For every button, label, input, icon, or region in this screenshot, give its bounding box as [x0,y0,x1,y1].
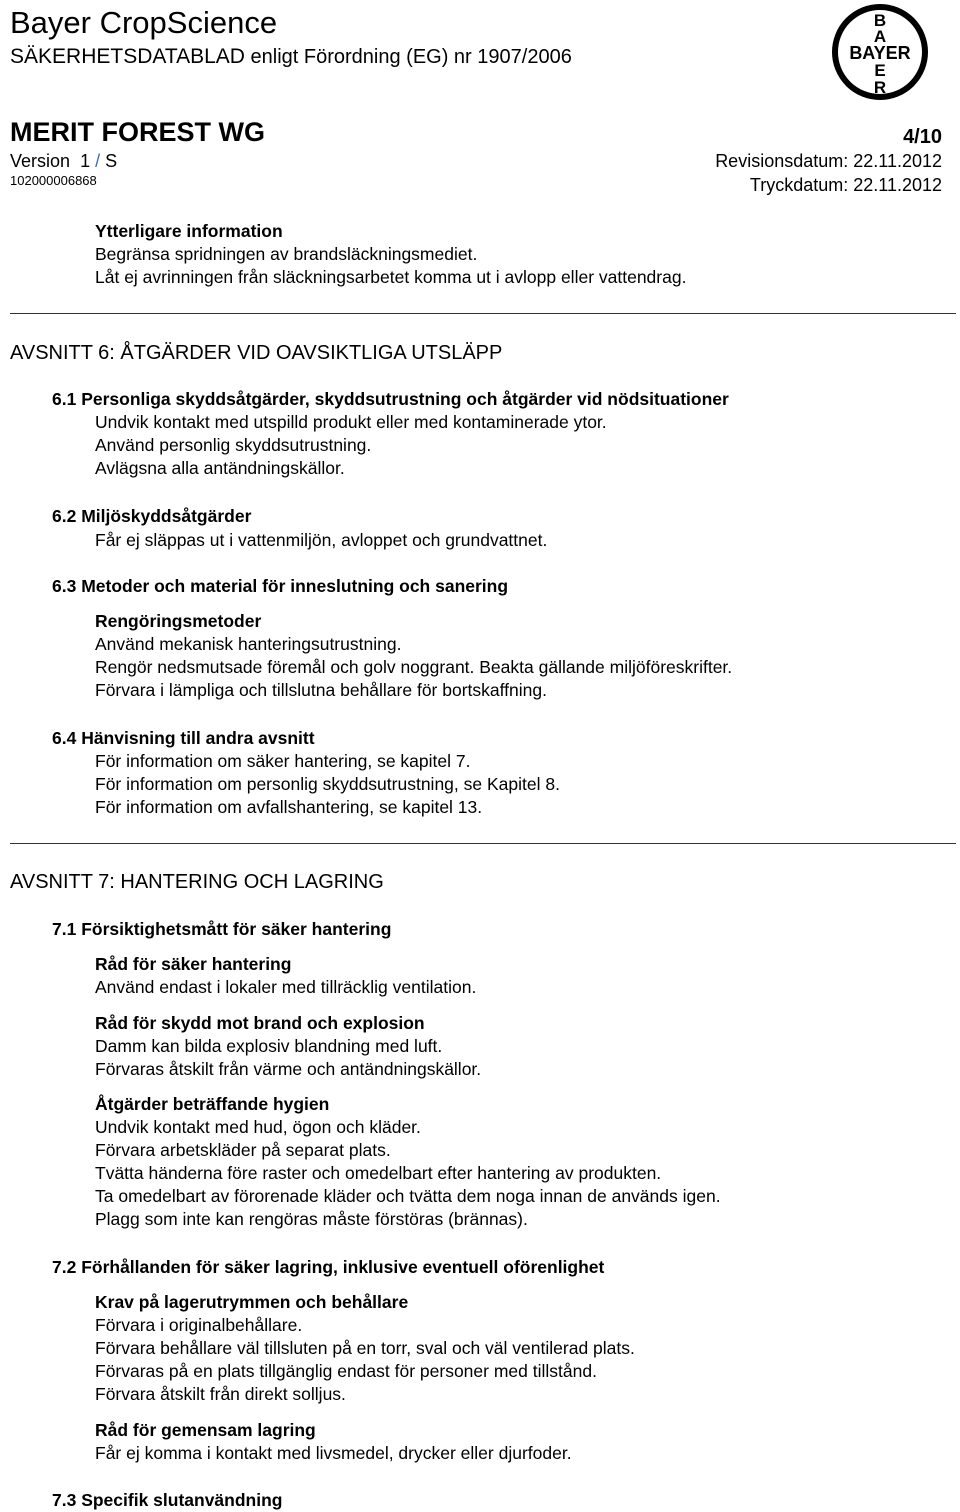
section-6-1-line: Undvik kontakt med utspilld produkt eller med kontaminerade ytor. [95,412,607,432]
section-6-3-body [95,610,732,702]
logo-letter-r: R [873,78,887,97]
document-type [10,44,572,70]
section-7-2-heading: 7.2 Förhållanden för säker lagring, inklusive eventuell oförenlighet [52,1257,605,1277]
section-6-2-line: Får ej släppas ut i vattenmiljön, avloppet och grundvattnet. [95,530,548,550]
cleaning-methods-heading: Rengöringsmetoder [95,611,262,631]
safe-handling-group [95,953,476,999]
version-language: S [105,151,118,171]
storage-requirements-line: Förvara i originalbehållare. [95,1315,303,1335]
version-value: 1 [80,151,91,171]
version-info [10,150,117,172]
joint-storage-heading: Råd för gemensam lagring [95,1420,316,1440]
hygiene-group [95,1093,721,1231]
print-date: Tryckdatum: 22.11.2012 [749,175,942,195]
bayer-cross-logo-icon [830,2,930,102]
hygiene-line: Plagg som inte kan rengöras måste förstöras (brännas). [95,1209,528,1229]
regulation-text: enligt Förordning (EG) nr 1907/2006 [250,46,572,68]
section-6-2-heading: 6.2 Miljöskyddsåtgärder [52,506,252,526]
joint-storage-group [95,1419,572,1465]
logo-letter-a: A [873,27,887,46]
section-divider [10,843,956,844]
section-divider [10,313,956,314]
logo-letter-b: B [873,11,887,30]
version-slash: / [95,151,101,171]
section-7-title: AVSNITT 7: HANTERING OCH LAGRING [10,871,384,893]
section-6-4-body [95,750,560,819]
section-6-3-line: Förvara i lämpliga och tillslutna behållare för bortskaffning. [95,680,547,700]
fire-protection-heading: Råd för skydd mot brand och explosion [95,1013,425,1033]
hygiene-line: Undvik kontakt med hud, ögon och kläder. [95,1117,421,1137]
page-number: 4/10 [903,126,942,148]
joint-storage-line: Får ej komma i kontakt med livsmedel, drycker eller djurfoder. [95,1443,572,1463]
section-6-3-heading: 6.3 Metoder och material för inneslutning och sanering [52,576,509,596]
safe-handling-line: Använd endast i lokaler med tillräcklig ventilation. [95,977,477,997]
section-6-4-line: För information om avfallshantering, se kapitel 13. [95,797,483,817]
fire-protection-line: Damm kan bilda explosiv blandning med luft. [95,1036,443,1056]
fire-protection-line: Förvaras åtskilt från värme och antändningskällor. [95,1059,482,1079]
storage-requirements-heading: Krav på lagerutrymmen och behållare [95,1292,409,1312]
safe-handling-heading: Råd för säker hantering [95,954,292,974]
hygiene-line: Förvara arbetskläder på separat plats. [95,1140,391,1160]
hygiene-line: Tvätta händerna före raster och omedelbart efter hantering av produkten. [95,1163,662,1183]
document-number: 102000006868 [10,173,97,188]
storage-requirements-line: Förvara behållare väl tillsluten på en torr, sval och väl ventilerad plats. [95,1338,635,1358]
product-name: MERIT FOREST WG [10,117,265,147]
section-6-4-line: För information om säker hantering, se kapitel 7. [95,751,471,771]
company-name: Bayer CropScience [10,5,278,40]
section-6-1-heading: 6.1 Personliga skyddsåtgärder, skyddsutrustning och åtgärder vid nödsituationer [52,389,729,409]
additional-info-line: Begränsa spridningen av brandsläckningsmediet. [95,244,478,264]
section-7-1-heading: 7.1 Försiktighetsmått för säker hantering [52,919,392,939]
storage-requirements-line: Förvara åtskilt från direkt solljus. [95,1384,346,1404]
revision-date: Revisionsdatum: 22.11.2012 [715,151,942,171]
version-label: Version [10,151,71,171]
hygiene-heading: Åtgärder beträffande hygien [95,1094,330,1114]
section-6-1-line: Använd personlig skyddsutrustning. [95,435,372,455]
section-6-3-line: Använd mekanisk hanteringsutrustning. [95,634,402,654]
document-type-label: SÄKERHETSDATABLAD [10,45,245,68]
additional-info-line: Låt ej avrinningen från släckningsarbetet komma ut i avlopp eller vattendrag. [95,267,687,287]
logo-letter-e: E [874,61,886,80]
storage-requirements-group [95,1291,635,1406]
fire-protection-group [95,1012,481,1081]
section-6-1-line: Avlägsna alla antändningskällor. [95,458,345,478]
storage-requirements-line: Förvaras på en plats tillgänglig endast för personer med tillstånd. [95,1361,597,1381]
additional-info-heading: Ytterligare information [95,221,283,241]
section-6-4-heading: 6.4 Hänvisning till andra avsnitt [52,728,315,748]
section-6-1-body [95,411,607,480]
section-7-3-heading: 7.3 Specifik slutanvändning [52,1490,283,1510]
section-6-4-line: För information om personlig skyddsutrustning, se Kapitel 8. [95,774,560,794]
additional-info-block [95,220,686,289]
hygiene-line: Ta omedelbart av förorenade kläder och tvätta dem noga innan de används igen. [95,1186,721,1206]
section-6-title: AVSNITT 6: ÅTGÄRDER VID OAVSIKTLIGA UTSLÄPP [10,342,503,364]
section-6-3-line: Rengör nedsmutsade föremål och golv noggrant. Beakta gällande miljöföreskrifter. [95,657,733,677]
logo-bayer-row: BAYER [849,43,911,63]
